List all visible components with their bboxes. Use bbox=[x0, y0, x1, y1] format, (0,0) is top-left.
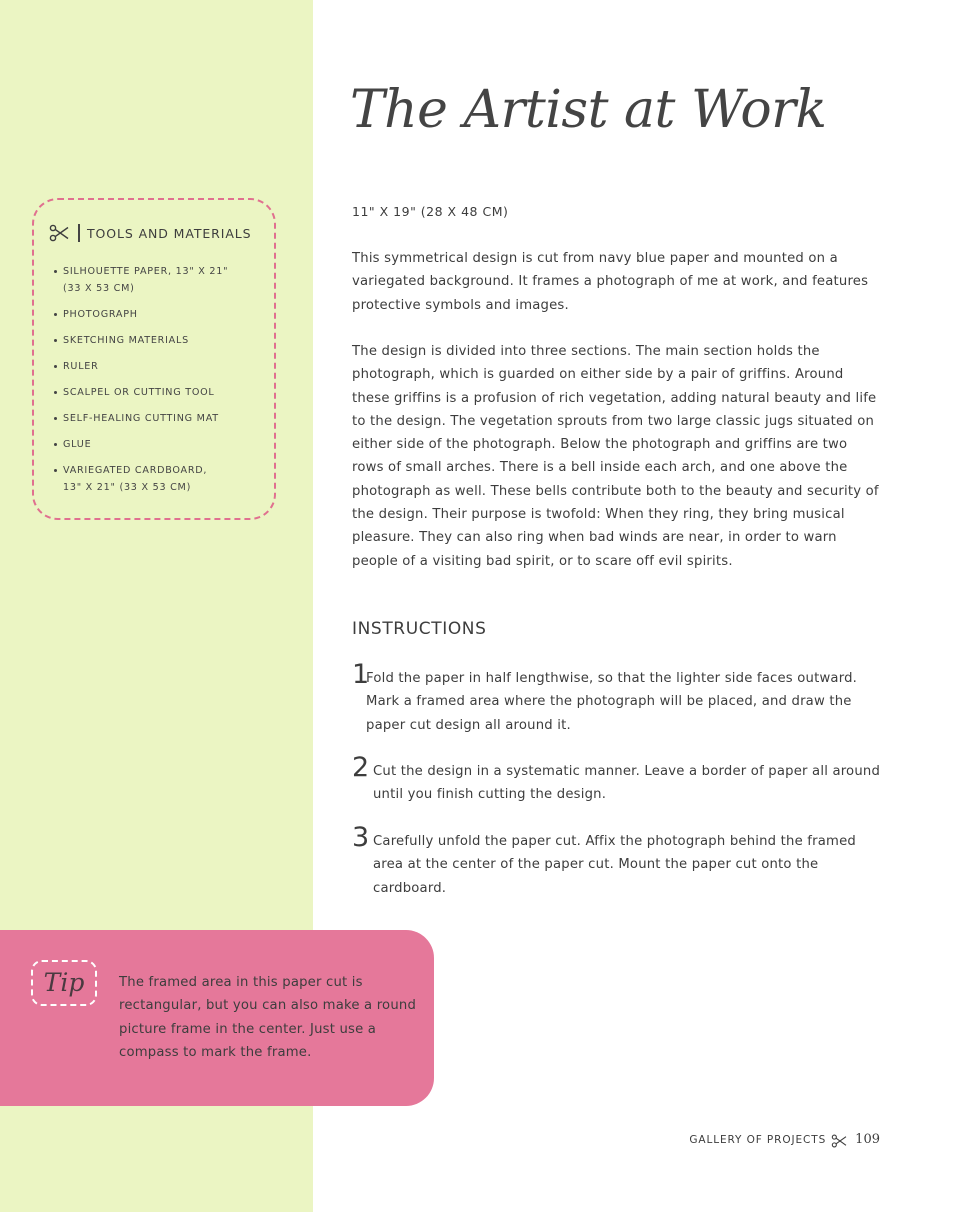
instruction-step bbox=[352, 659, 882, 737]
list-item-line: VARIEGATED CARDBOARD, bbox=[63, 465, 208, 476]
tools-title: TOOLS AND MATERIALS bbox=[87, 225, 252, 241]
list-item bbox=[63, 462, 228, 496]
list-item bbox=[63, 306, 228, 323]
list-item-line: SELF-HEALING CUTTING MAT bbox=[63, 413, 219, 424]
list-item-line: SKETCHING MATERIALS bbox=[63, 335, 189, 346]
list-item bbox=[63, 358, 228, 375]
divider bbox=[78, 224, 80, 242]
list-item-line: GLUE bbox=[63, 439, 92, 450]
step-text: Carefully unfold the paper cut. Affix the photograph behind the framed area at the center of the paper cut. Mount the paper cut onto the cardboard. bbox=[373, 834, 856, 896]
page-title: The Artist at Work bbox=[350, 80, 827, 140]
step-number: 1 bbox=[352, 659, 370, 690]
instruction-step bbox=[352, 752, 882, 807]
tip-panel bbox=[0, 930, 434, 1106]
list-item bbox=[63, 332, 228, 349]
scissors-icon bbox=[49, 224, 69, 242]
tip-label: Tip bbox=[43, 968, 85, 997]
list-item-line: SCALPEL OR CUTTING TOOL bbox=[63, 387, 215, 398]
step-text: Cut the design in a systematic manner. Leave a border of paper all around until you finish cutting the design. bbox=[373, 764, 881, 803]
list-item-line: RULER bbox=[63, 361, 99, 372]
tip-text: The framed area in this paper cut is rectangular, but you can also make a round picture frame in the center. Just use a compass to mark the frame. bbox=[119, 975, 417, 1060]
tools-list bbox=[63, 263, 228, 505]
scissors-icon bbox=[831, 1133, 847, 1147]
dimensions: 11" X 19" (28 X 48 CM) bbox=[352, 204, 509, 219]
page-number: 109 bbox=[855, 1132, 880, 1147]
list-item bbox=[63, 263, 228, 297]
tools-header bbox=[49, 224, 252, 242]
step-number: 3 bbox=[352, 822, 370, 853]
list-item-line: 13" X 21" (33 X 53 CM) bbox=[63, 482, 192, 493]
list-item bbox=[63, 384, 228, 401]
footer-section-title: GALLERY OF PROJECTS bbox=[689, 1133, 827, 1146]
list-item bbox=[63, 436, 228, 453]
page-footer bbox=[689, 1132, 880, 1147]
list-item bbox=[63, 410, 228, 427]
instruction-step bbox=[352, 822, 882, 900]
paragraph: This symmetrical design is cut from navy blue paper and mounted on a variegated background. It frames a photograph of me at work, and features protective symbols and images. bbox=[352, 251, 869, 313]
list-item-line: PHOTOGRAPH bbox=[63, 309, 138, 320]
instructions-heading: INSTRUCTIONS bbox=[352, 619, 487, 639]
list-item-line: SILHOUETTE PAPER, 13" X 21" bbox=[63, 266, 229, 277]
tip-badge bbox=[31, 960, 97, 1006]
list-item-line: (33 X 53 CM) bbox=[63, 283, 135, 294]
step-text: Fold the paper in half lengthwise, so that the lighter side faces outward. Mark a framed area where the photograph will be placed, and draw the paper cut design all around it. bbox=[366, 671, 858, 733]
step-number: 2 bbox=[352, 752, 370, 783]
tools-and-materials-box bbox=[32, 198, 276, 520]
paragraph: The design is divided into three sections. The main section holds the photograph, which is guarded on either side by a pair of griffins. Around these griffins is a profusion of rich vegetation, adding natural beauty and life to the design. The vegetation sprouts from two large classic jugs situated on either side of the photograph. Below the photograph and griffins are two rows of small arches. There is a bell inside each arch, and one above the photograph as well. These bells contribute both to the beauty and security of the design. Their purpose is twofold: When they ring, they bring musical pleasure. They can also ring when bad winds are near, in order to warn people of a visiting bad spirit, or to scare off evil spirits. bbox=[352, 344, 879, 569]
